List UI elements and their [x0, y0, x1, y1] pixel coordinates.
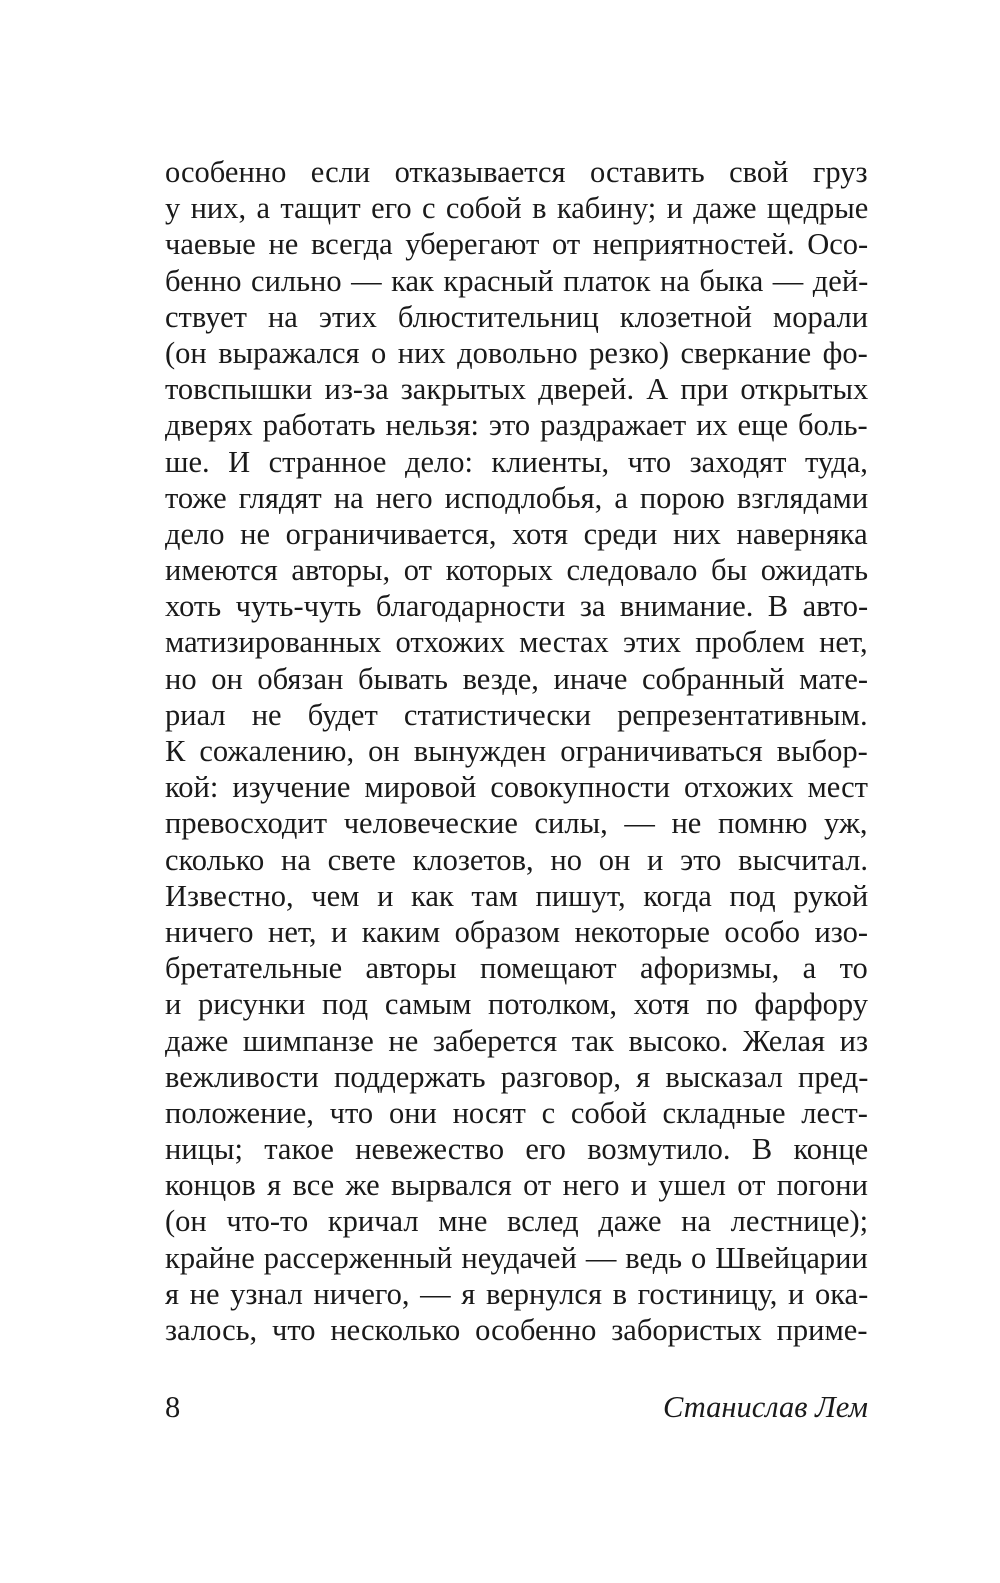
page-number: 8	[165, 1390, 181, 1424]
body-text	[165, 154, 868, 1348]
text-line: Известно, чем и как там пишут, когда под рукой	[165, 878, 869, 913]
text-line: но он обязан бывать везде, иначе собранный мате-	[165, 661, 869, 696]
text-line: ничего нет, и каким образом некоторые особо изо-	[165, 914, 869, 949]
text-line: даже шимпанзе не заберется так высоко. Желая из	[165, 1023, 869, 1058]
text-line: хоть чуть-чуть благодарности за внимание. В авто-	[165, 589, 869, 624]
text-line: у них, а тащит его с собой в кабину; и даже щедрые	[165, 191, 869, 226]
text-line: особенно если отказывается оставить свой груз	[165, 155, 868, 189]
text-line: положение, что они носят с собой складные лест-	[165, 1095, 868, 1130]
text-line: концов я все же вырвался от него и ушел от погони	[165, 1168, 868, 1203]
text-line: тоже глядят на него исподлобья, а порою взглядами	[165, 480, 869, 515]
text-line: риал не будет статистически репрезентативным.	[165, 697, 868, 732]
text-line: ше. И странное дело: клиенты, что заходят туда,	[165, 444, 868, 479]
text-line: товспышки из-за закрытых дверей. А при открытых	[165, 372, 869, 407]
text-line: вежливости поддержать разговор, я высказал пред-	[165, 1059, 869, 1094]
text-line: (он выражался о них довольно резко) сверкание фо-	[165, 335, 868, 370]
text-line: и рисунки под самым потолком, хотя по фарфору	[165, 987, 869, 1022]
text-line: залось, что несколько особенно забористых приме-	[165, 1313, 868, 1347]
text-line: ницы; такое невежество его возмутило. В конце	[165, 1132, 869, 1167]
text-line: матизированных отхожих местах этих проблем нет,	[165, 625, 868, 660]
page-footer	[165, 1387, 868, 1427]
running-author: Станислав Лем	[662, 1390, 868, 1424]
text-line: бретательные авторы помещают афоризмы, а то	[165, 951, 868, 986]
text-line: дверях работать нельзя: это раздражает их еще боль-	[165, 408, 868, 443]
text-line: кой: изучение мировой совокупности отхожих мест	[165, 770, 868, 805]
text-line: (он что-то кричал мне вслед даже на лестнице);	[165, 1204, 869, 1239]
text-line: ствует на этих блюстительниц клозетной морали	[165, 299, 869, 334]
text-line: К сожалению, он вынужден ограничиваться выбор-	[165, 734, 868, 768]
text-line: чаевые не всегда уберегают от неприятностей. Осо-	[165, 227, 869, 262]
text-line: бенно сильно — как красный платок на быка — дей-	[165, 263, 869, 298]
text-line: дело не ограничивается, хотя среди них наверняка	[165, 516, 868, 551]
text-line: превосходит человеческие силы, — не помню уж,	[165, 806, 868, 841]
text-line: сколько на свете клозетов, но он и это высчитал.	[165, 842, 868, 877]
text-line: крайне рассерженный неудачей — ведь о Швейцарии	[165, 1240, 868, 1275]
text-line: я не узнал ничего, — я вернулся в гостиницу, и ока-	[165, 1276, 869, 1311]
text-line: имеются авторы, от которых следовало бы ожидать	[165, 553, 869, 588]
